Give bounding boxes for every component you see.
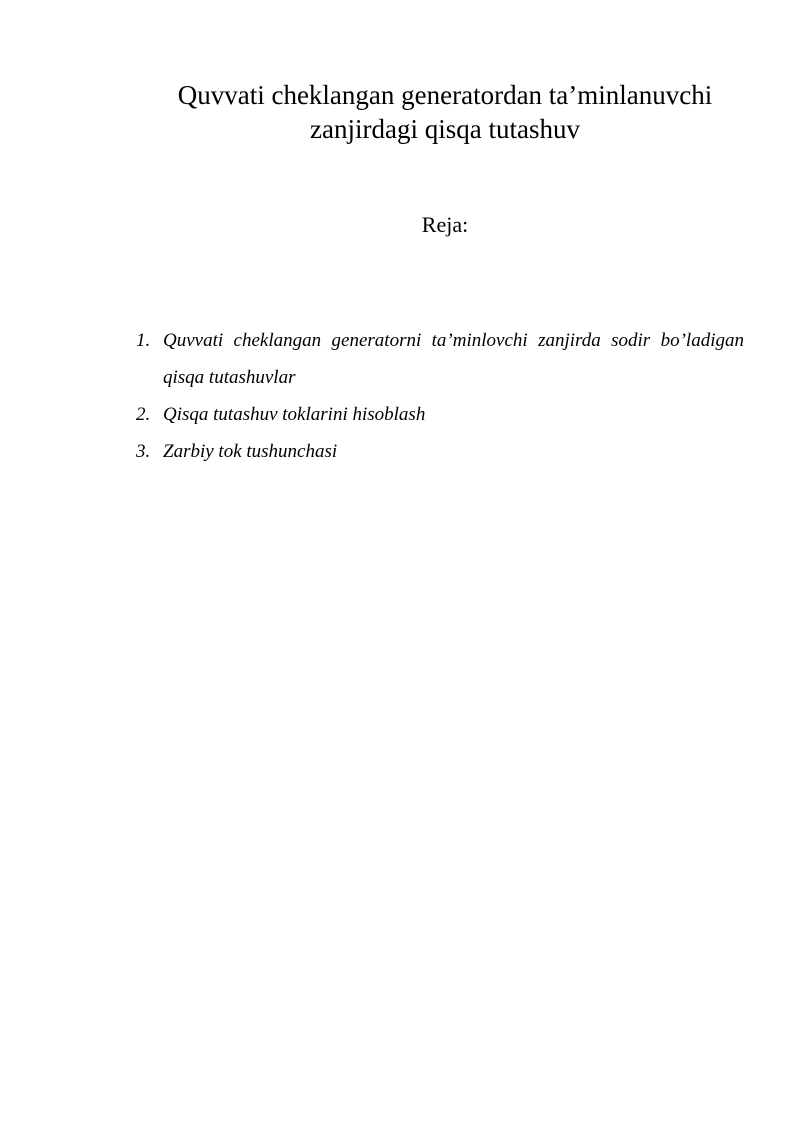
title-line-1: Quvvati cheklangan generatordan ta’minlanuvchi [177,80,713,110]
plan-heading: Reja: [421,212,469,237]
plan-item-text: Zarbiy tok tushunchasi [163,441,338,462]
plan-list [136,322,744,470]
plan-item-text: Qisqa tutashuv toklarini hisoblash [163,404,426,425]
plan-item-number: 2. [136,404,151,425]
title-line-2: zanjirdagi qisqa tutashuv [310,114,580,144]
plan-item-text: Quvvati cheklangan generatorni ta’minlovchi zanjirda sodir bo’ladigan qisqa tutashuvlar [163,330,744,388]
document-title [100,78,790,146]
plan-item-1 [136,322,744,396]
plan-item-2 [136,396,744,433]
plan-item-number: 3. [136,441,151,462]
plan-item-3 [136,433,744,470]
plan-item-number: 1. [136,330,151,351]
